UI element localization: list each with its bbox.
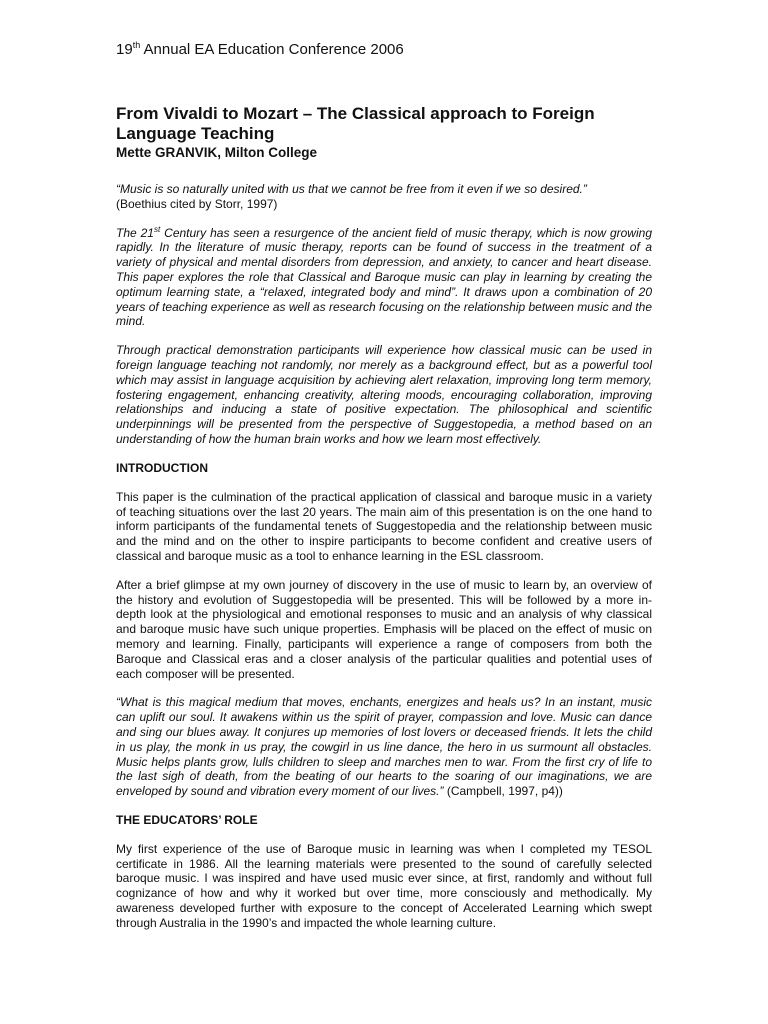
educators-paragraph-1: My first experience of the use of Baroque music in learning was when I completed my TESOL certificate in 1986. All the learning materials were presented to the sound of carefully selected baroque music. I was inspired and have used music ever since, at first, randomly and without full cognizance of how and why it worked but over time, more consciously and methodically. My awareness developed further with exposure to the concept of Accelerated Learning which swept through Australia in the 1990’s and impacted the whole learning culture. <box>116 841 652 930</box>
epigraph-citation: (Boethius cited by Storr, 1997) <box>116 196 278 211</box>
block-quote <box>116 695 652 799</box>
paper-title: From Vivaldi to Mozart – The Classical approach to Foreign Language Teaching <box>116 104 595 143</box>
abstract-paragraph-1: The 21st Century has seen a resurgence of the ancient field of music therapy, which is now growing rapidly. In the literature of music therapy, reports can be found of success in the treatment of a variety of physical and mental disorders from depression, and anxiety, to cancer and heart disease. This paper explores the role that Classical and Baroque music can play in learning by creating the optimum learning state, a “relaxed, integrated body and mind”. It draws upon a combination of 20 years of teaching experience as well as research focusing on the relationship between music and the mind. <box>116 224 652 329</box>
introduction-paragraph-1: This paper is the culmination of the practical application of classical and baroque music in a variety of teaching situations over the last 20 years. The main aim of this presentation is on the one hand to inform participants of the fundamental tenets of Suggestopedia and the relationship between music and the mind and on the other to inspire participants to become confident and creative users of classical and baroque music as a tool to enhance learning in the ESL classroom. <box>116 489 652 563</box>
epigraph-quote: “Music is so naturally united with us that we cannot be free from it even if we so desired.” <box>116 182 587 196</box>
epigraph <box>116 182 652 212</box>
conference-header <box>116 40 652 60</box>
abstract-paragraph-2: Through practical demonstration participants will experience how classical music can be used in foreign language teaching not randomly, nor merely as a background effect, but as a powerful tool which may assist in language acquisition by achieving alert relaxation, improving long term memory, fostering engagement, enhancing creativity, altering moods, encouraging collaboration, improving relationships and inducing a state of positive expectation. The philosophical and scientific underpinnings will be presented from the perspective of Suggestopedia, a method based on an understanding of how the human brain works and how we learn most effectively. <box>116 343 652 446</box>
conference-name: Annual EA Education Conference 2006 <box>140 41 404 58</box>
introduction-paragraph-2: After a brief glimpse at my own journey of discovery in the use of music to learn by, an overview of the history and evolution of Suggestopedia will be presented. This will be followed by a more in-depth look at the physiological and emotional responses to music and an analysis of why classical and baroque music have such unique properties. Emphasis will be placed on the effect of music on memory and learning. Finally, participants will experience a range of composers from both the Baroque and Classical eras and a closer analysis of the particular qualities and potential uses of each composer will be presented. <box>116 577 652 681</box>
section-heading-introduction: INTRODUCTION <box>116 460 208 475</box>
block-quote-citation: (Campbell, 1997, p4)) <box>443 784 563 799</box>
block-quote-text: “What is this magical medium that moves, enchants, energizes and heals us? In an instant, music can uplift our soul. It awakens within us the spirit of prayer, compassion and love. Music can dance and sing our blues away. It conjures up memories of lost lovers or deceased friends. It lets the child in us play, the monk in us pray, the cowgirl in us line dance, the hero in us surmount all obstacles. Music helps plants grow, lulls children to sleep and marches men to war. From the first cry of life to the last sigh of death, from the beating of our hearts to the soaring of our imaginations, we are enveloped by sound and vibration every moment of our lives.” <box>116 695 652 799</box>
paper-author: Mette GRANVIK, Milton College <box>116 145 318 160</box>
conference-ordinal-suffix: th <box>132 40 141 50</box>
section-heading-educators-role: THE EDUCATORS’ ROLE <box>116 812 258 827</box>
conference-number: 19 <box>116 41 133 58</box>
